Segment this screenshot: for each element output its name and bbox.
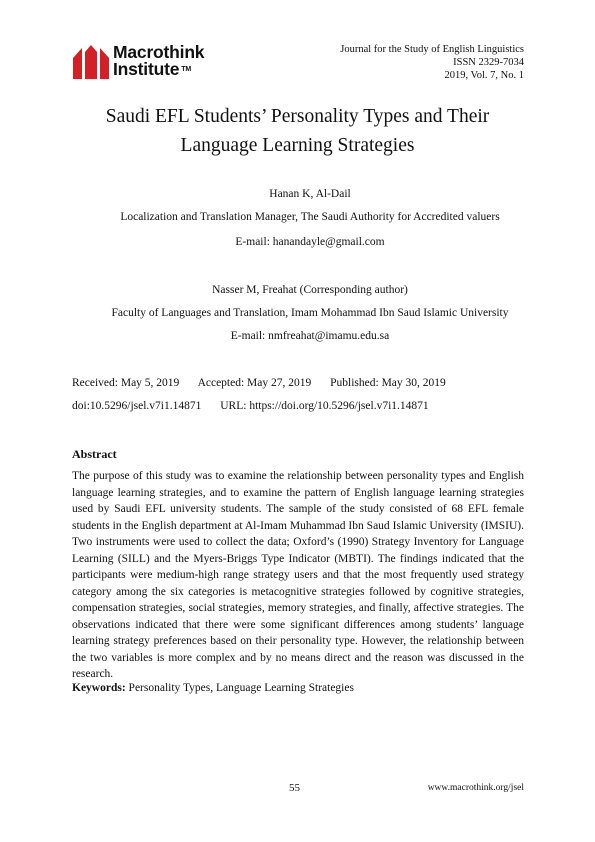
journal-name: Journal for the Study of English Linguistics: [340, 44, 524, 55]
keywords-value: Personality Types, Language Learning Strategies: [128, 682, 354, 694]
identifiers: [72, 400, 445, 412]
received-date: Received: May 5, 2019: [72, 377, 180, 389]
published-date: Published: May 30, 2019: [330, 377, 446, 389]
author-2-affiliation: Faculty of Languages and Translation, Imam Mohammad Ibn Saud Islamic University: [111, 307, 509, 319]
title-line-1: Saudi EFL Students’ Personality Types and Their: [105, 106, 490, 127]
author-2-name: Nasser M, Freahat (Corresponding author): [212, 284, 408, 296]
doi: doi:10.5296/jsel.v7i1.14871: [72, 400, 202, 412]
keywords-label: Keywords:: [72, 682, 126, 694]
author-1-affiliation: Localization and Translation Manager, The Saudi Authority for Accredited valuers: [120, 211, 500, 223]
doi-url-link[interactable]: URL: https://doi.org/10.5296/jsel.v7i1.14871: [220, 400, 429, 412]
logo-line-2: Institute: [113, 59, 180, 79]
journal-header: [340, 43, 524, 82]
accepted-date: Accepted: May 27, 2019: [197, 377, 312, 389]
title-line-2: Language Learning Strategies: [180, 135, 415, 156]
macrothink-logo-icon: [72, 44, 110, 80]
author-1-email: E-mail: hanandayle@gmail.com: [235, 236, 385, 248]
paper-title: [60, 102, 535, 160]
abstract-body: The purpose of this study was to examine the relationship between personality types and English language learning strategies, and to examine the pattern of English language learning strategies used by Saudi EFL university students. The sample of the study consisted of 68 EFL female students in the English department at Al-Imam Muhammad Ibn Saud Islamic University (IMSIU). Two instruments were used to collect the data; Oxford’s (1990) Strategy Inventory for Language Learning (SILL) and the Myers-Briggs Type Indicator (MBTI). The findings indicated that the participants were medium-high range strategy users and that the most frequently used strategy category among the six categories is metacognitive strategies followed by cognitive strategies, compensation strategies, social strategies, memory strategies, and finally, affective strategies. The observations indicated that there were some significant differences among students’ language learning strategy preferences based on their personality type. However, the relationship between the two variables is more complex and by no means direct and the reason was discussed in the research.: [72, 470, 524, 680]
author-1-name: Hanan K, Al-Dail: [269, 188, 351, 200]
footer-url-link[interactable]: www.macrothink.org/jsel: [427, 783, 524, 793]
journal-volume: 2019, Vol. 7, No. 1: [444, 70, 524, 81]
publication-dates: [72, 377, 462, 389]
journal-issn: ISSN 2329-7034: [453, 57, 524, 68]
logo-line-1: Macrothink: [113, 42, 205, 62]
keywords: [72, 682, 354, 694]
publisher-logo: [72, 44, 232, 80]
logo-wordmark: [113, 44, 204, 78]
abstract-heading: Abstract: [72, 447, 117, 461]
page-number: 55: [289, 782, 300, 794]
author-2-email: E-mail: nmfreahat@imamu.edu.sa: [230, 330, 390, 342]
logo-trademark: TM: [181, 66, 191, 73]
